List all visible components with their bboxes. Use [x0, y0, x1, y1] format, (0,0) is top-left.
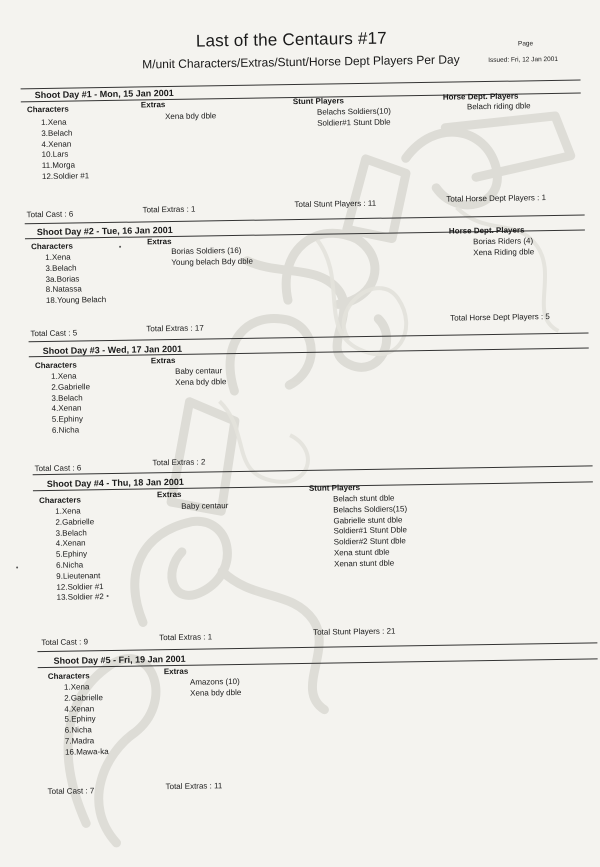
list-item: Xena bdy dble — [190, 687, 242, 698]
shoot-day-title: Shoot Day #3 - Wed, 17 Jan 2001 — [42, 343, 183, 357]
stunt-heading: Stunt Players — [308, 483, 361, 493]
total-cast: Total Cast : 7 — [47, 786, 95, 797]
total-extras: Total Extras : 2 — [152, 457, 206, 468]
extras-list — [181, 501, 228, 513]
total-cast: Total Cast : 6 — [26, 209, 74, 220]
total-cast: Total Cast : 5 — [30, 328, 78, 339]
list-item: Xena stunt dble — [333, 547, 390, 558]
issued-date: Issued: Fri, 12 Jan 2001 — [488, 55, 559, 64]
list-item: 10.Lars — [41, 149, 69, 160]
list-item: 9.Lieutenant — [56, 570, 101, 581]
characters-list — [45, 252, 106, 307]
list-item: 6.Nicha — [51, 425, 80, 435]
total-extras: Total Extras : 1 — [142, 204, 196, 215]
characters-list — [51, 371, 91, 436]
list-item: 6.Nicha — [64, 725, 92, 735]
list-item: Xenan stunt dble — [334, 558, 395, 569]
list-item: 1.Xena — [55, 506, 81, 516]
section-divider — [29, 332, 589, 342]
list-item: 2.Gabrielle — [64, 692, 103, 703]
speck — [16, 566, 18, 568]
list-item: Belach riding dble — [466, 101, 531, 112]
characters-list — [41, 117, 89, 183]
list-item: 12.Soldier #1 — [41, 171, 90, 182]
shoot-day-title: Shoot Day #2 - Tue, 16 Jan 2001 — [36, 224, 173, 238]
list-item: 4.Xenan — [41, 139, 72, 149]
section-divider — [33, 465, 593, 475]
extras-heading: Extras — [146, 236, 172, 247]
stunt-list — [333, 493, 408, 570]
list-item: 6.Nicha — [56, 560, 84, 570]
list-item: 12.Soldier #1 — [56, 581, 104, 592]
list-item: 1.Xena — [51, 371, 77, 381]
list-item: Soldier#1 Stunt Dble — [333, 525, 408, 536]
list-item: 3.Belach — [51, 393, 83, 403]
characters-heading: Characters — [26, 104, 69, 115]
list-item: 3.Belach — [45, 263, 77, 273]
extras-list — [165, 111, 216, 123]
list-item: Xena bdy dble — [164, 111, 217, 122]
shoot-day-title: Shoot Day #4 - Thu, 18 Jan 2001 — [46, 476, 184, 489]
shoot-day-title: Shoot Day #5 - Fri, 19 Jan 2001 — [53, 653, 186, 666]
extras-list — [175, 366, 226, 388]
page-label: Page — [517, 40, 534, 48]
list-item: 13.Soldier #2 — [56, 592, 104, 603]
horse-heading: Horse Dept. Players — [448, 225, 525, 236]
list-item: Baby centaur — [174, 366, 223, 376]
total-stunt: Total Stunt Players : 11 — [294, 198, 377, 210]
list-item: 5.Ephiny — [51, 414, 84, 425]
extras-list — [190, 677, 241, 699]
characters-heading: Characters — [31, 241, 73, 252]
list-item: 2.Gabrielle — [55, 517, 95, 527]
speck — [107, 595, 109, 597]
list-item: 3.Belach — [41, 128, 73, 138]
list-item: Belachs Soldiers(10) — [316, 106, 391, 117]
document-subtitle: M/unit Characters/Extras/Stunt/Horse Dept Players Per Day — [142, 52, 460, 72]
list-item: 18.Young Belach — [45, 295, 107, 306]
extras-heading: Extras — [156, 489, 182, 500]
list-item: Borias Soldiers (16) — [171, 245, 242, 257]
list-item: 5.Ephiny — [55, 549, 88, 560]
list-item: 4.Xenan — [51, 403, 82, 414]
list-item: Soldier#2 Stunt dble — [333, 536, 406, 547]
list-item: 1.Xena — [63, 682, 90, 692]
extras-heading: Extras — [140, 100, 166, 110]
list-item: Xena Riding dble — [473, 247, 535, 258]
stunt-list — [317, 107, 391, 130]
list-item: 3a.Borias — [45, 274, 80, 284]
extras-heading: Extras — [163, 666, 189, 677]
section-divider — [25, 215, 585, 225]
list-item: Soldier#1 Stunt Dble — [317, 117, 391, 128]
horse-heading: Horse Dept. Players — [442, 91, 519, 102]
list-item: 1.Xena — [41, 117, 67, 128]
list-item: Gabrielle stunt dble — [333, 514, 403, 526]
list-item: 1.Xena — [45, 252, 71, 262]
list-item: 16.Mawa-ka — [64, 746, 109, 757]
characters-heading: Characters — [47, 671, 90, 681]
horse-list — [473, 236, 534, 259]
extras-list — [171, 246, 253, 269]
list-item: 3.Belach — [55, 527, 87, 538]
characters-heading: Characters — [34, 360, 77, 371]
speck — [119, 246, 121, 248]
total-stunt: Total Stunt Players : 21 — [313, 626, 396, 637]
list-item: 5.Ephiny — [64, 714, 96, 725]
stunt-heading: Stunt Players — [292, 96, 345, 107]
total-cast: Total Cast : 9 — [41, 637, 89, 648]
list-item: Belach stunt dble — [333, 493, 395, 504]
section-divider — [37, 642, 597, 652]
list-item: 11.Morga — [41, 160, 76, 171]
horse-list — [467, 101, 531, 113]
total-cast: Total Cast : 6 — [34, 463, 82, 474]
list-item: 4.Xenan — [64, 703, 95, 714]
list-item: 7.Madra — [64, 736, 95, 746]
characters-heading: Characters — [39, 495, 81, 506]
total-horse: Total Horse Dept Players : 5 — [450, 312, 550, 323]
list-item: Amazons (10) — [189, 676, 240, 687]
document-title: Last of the Centaurs #17 — [195, 28, 387, 51]
total-extras: Total Extras : 11 — [165, 781, 223, 792]
characters-list — [55, 506, 104, 604]
list-item: Xena bdy dble — [175, 376, 227, 387]
shoot-day-title: Shoot Day #1 - Mon, 15 Jan 2001 — [34, 87, 174, 101]
list-item: 8.Natassa — [45, 284, 82, 295]
total-horse: Total Horse Dept Players : 1 — [446, 193, 547, 204]
list-item: Young belach Bdy dble — [171, 256, 253, 267]
extras-heading: Extras — [150, 355, 176, 366]
characters-list — [64, 682, 109, 758]
list-item: 4.Xenan — [55, 538, 86, 549]
list-item: Borias Riders (4) — [472, 236, 534, 247]
section-divider — [21, 80, 581, 90]
list-item: 2.Gabrielle — [51, 382, 91, 392]
total-extras: Total Extras : 17 — [146, 323, 204, 334]
list-item: Belachs Soldiers(15) — [333, 504, 408, 515]
total-extras: Total Extras : 1 — [159, 632, 213, 643]
list-item: Baby centaur — [181, 501, 229, 511]
